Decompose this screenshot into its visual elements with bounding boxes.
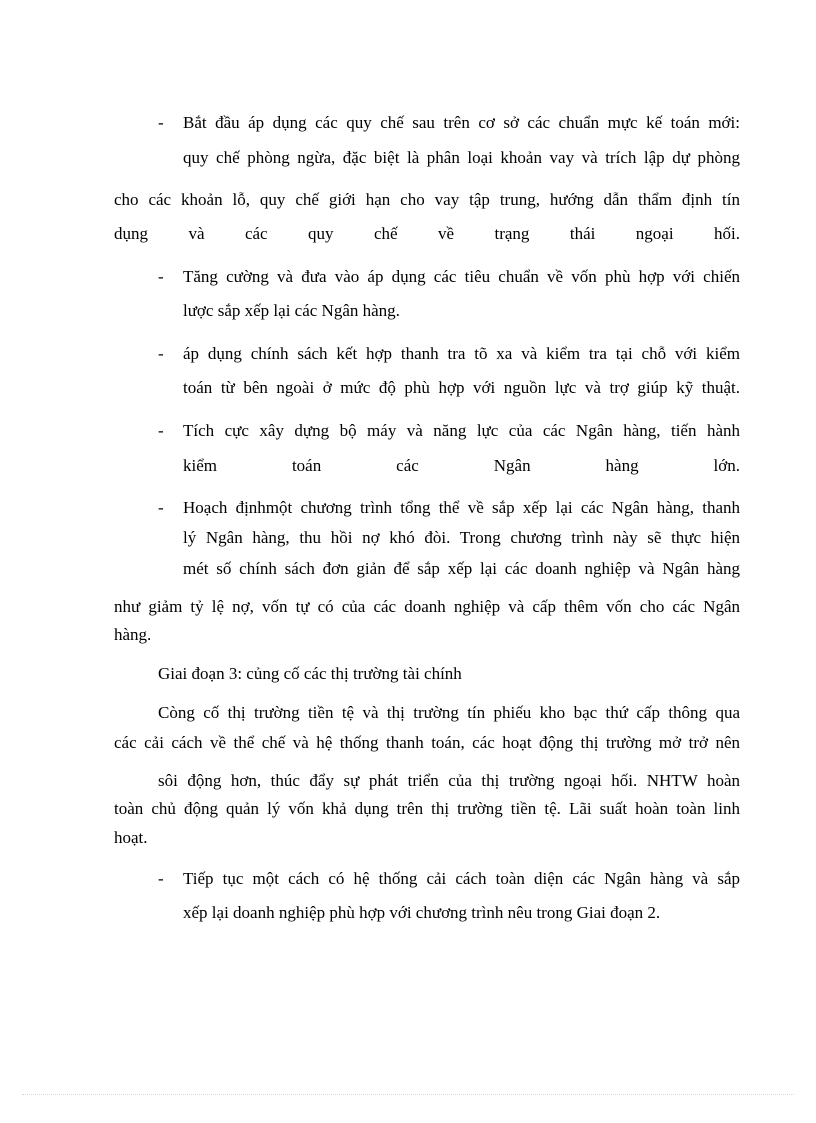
- bullet-dash: -: [158, 344, 164, 363]
- text-line: lược sắp xếp lại các Ngân hàng.: [183, 301, 400, 320]
- text-line: mét số chính sách đơn giản để sắp xếp lại các doanh nghiệp và Ngân hàng: [183, 559, 740, 578]
- text-line: toán từ bên ngoài ở mức độ phù hợp với nguồn lực và trợ giúp kỹ thuật.: [183, 378, 740, 397]
- bullet-dash: -: [158, 421, 164, 440]
- text-line: dụng và các quy chế về trạng thái ngoại hối.: [114, 224, 740, 243]
- text-line: Tăng cường và đưa vào áp dụng các tiêu chuẩn về vốn phù hợp với chiến: [183, 267, 740, 286]
- bullet-dash: -: [158, 113, 164, 132]
- bullet-dash: -: [158, 267, 164, 286]
- text-line: kiểm toán các Ngân hàng lớn.: [183, 456, 740, 475]
- text-line: như giảm tỷ lệ nợ, vốn tự có của các doanh nghiệp và cấp thêm vốn cho các Ngân: [114, 597, 740, 616]
- text-line: hàng.: [114, 625, 152, 644]
- text-line: lý Ngân hàng, thu hồi nợ khó đòi. Trong chương trình này sẽ thực hiện: [183, 528, 740, 547]
- text-line: áp dụng chính sách kết hợp thanh tra tõ xa và kiểm tra tại chỗ với kiểm: [183, 344, 740, 363]
- text-line: xếp lại doanh nghiệp phù hợp với chương trình nêu trong Giai đoạn 2.: [183, 903, 661, 922]
- section-heading: Giai đoạn 3: củng cố các thị trường tài chính: [158, 664, 462, 683]
- text-line: cho các khoản lỗ, quy chế giới hạn cho vay tập trung, hướng dẫn thẩm định tín: [114, 190, 740, 209]
- bullet-dash: -: [158, 498, 164, 517]
- text-line: Tiếp tục một cách có hệ thống cải cách toàn diện các Ngân hàng và sắp: [183, 869, 740, 888]
- text-line: Hoạch địnhmột chương trình tổng thể về sắp xếp lại các Ngân hàng, thanh: [183, 498, 740, 517]
- text-line: Bắt đầu áp dụng các quy chế sau trên cơ sở các chuẩn mực kế toán mới:: [183, 113, 740, 132]
- text-line: hoạt.: [114, 828, 148, 847]
- text-line: các cải cách về thể chế và hệ thống thanh toán, các hoạt động thị trường mở trở nên: [114, 733, 740, 752]
- page-bottom-divider: [22, 1094, 794, 1095]
- text-line: sôi động hơn, thúc đẩy sự phát triển của thị trường ngoại hối. NHTW hoàn: [158, 771, 740, 790]
- text-line: Tích cực xây dựng bộ máy và năng lực của các Ngân hàng, tiến hành: [183, 421, 740, 440]
- text-line: toàn chủ động quản lý vốn khả dụng trên thị trường tiền tệ. Lãi suất hoàn toàn linh: [114, 799, 740, 818]
- text-line: quy chế phòng ngừa, đặc biệt là phân loại khoản vay và trích lập dự phòng: [183, 148, 740, 167]
- bullet-dash: -: [158, 869, 164, 888]
- text-line: Còng cố thị trường tiền tệ và thị trường tín phiếu kho bạc thứ cấp thông qua: [158, 703, 740, 722]
